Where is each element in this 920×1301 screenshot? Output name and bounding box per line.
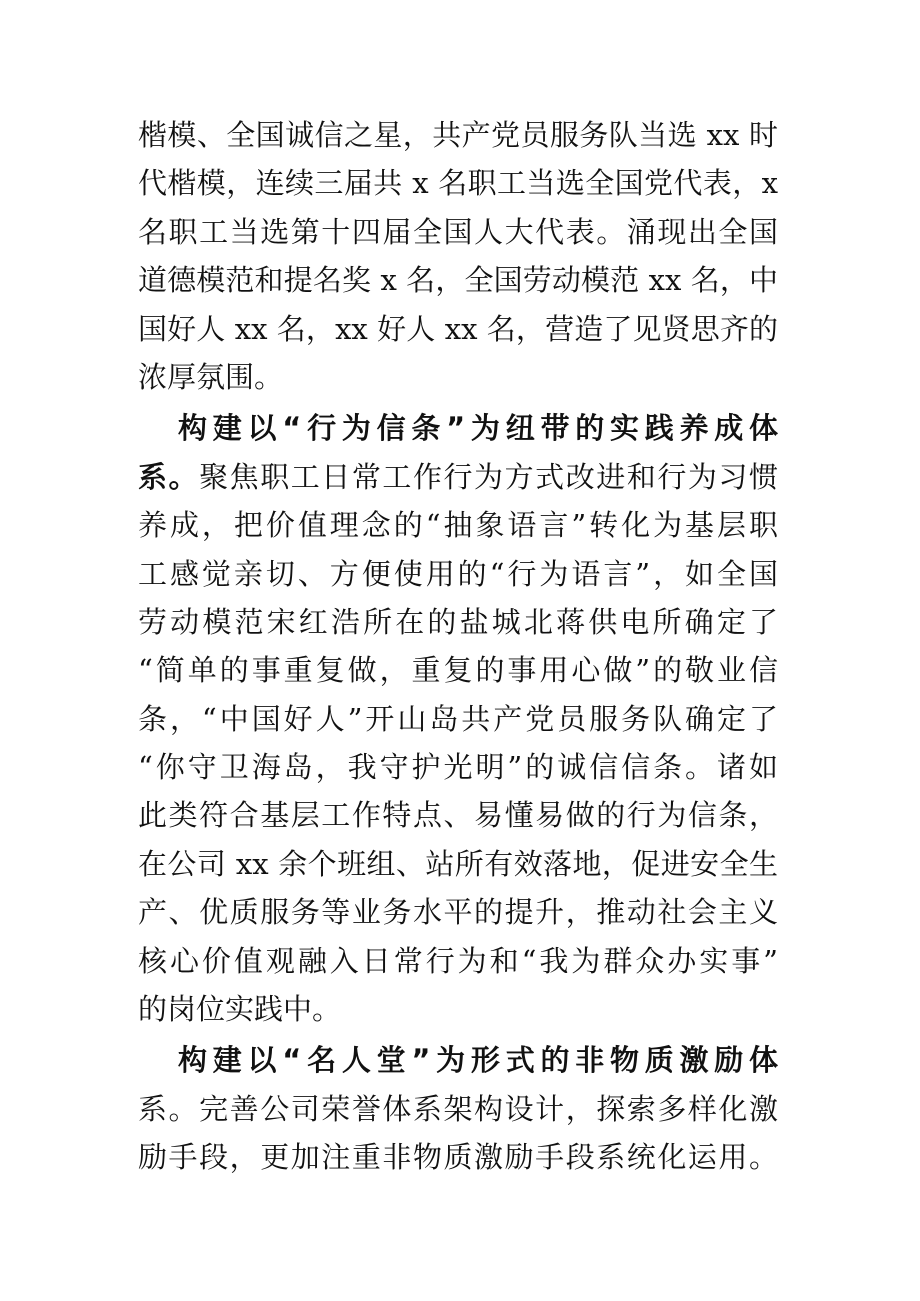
text-line: 养成，把价值理念的“抽象语言”转化为基层职 bbox=[138, 508, 778, 543]
document-page bbox=[138, 111, 778, 1182]
text-line: 励手段，更加注重非物质激励手段系统化运用。 bbox=[138, 1140, 778, 1175]
text-line: 此类符合基层工作特点、易懂易做的行为信条， bbox=[138, 798, 778, 833]
text-segment: 聚焦职工日常工作行为方式改进和行为习惯 bbox=[199, 459, 778, 494]
text-line: 代楷模，连续三届共 x 名职工当选全国党代表，x bbox=[138, 166, 778, 201]
section-heading-continued: 系。 bbox=[138, 459, 200, 494]
text-line: 系。完善公司荣誉体系架构设计，探索多样化激 bbox=[138, 1091, 778, 1126]
text-line: 工感觉亲切、方便使用的“行为语言”，如全国 bbox=[138, 556, 778, 591]
section-heading: 构建以“行为信条”为纽带的实践养成体 bbox=[178, 411, 778, 446]
section-heading: 构建以“名人堂”为形式的非物质激励体 bbox=[178, 1043, 778, 1078]
text-line: 名职工当选第十四届全国人大代表。涌现出全国 bbox=[138, 214, 778, 249]
text-line: “你守卫海岛，我守护光明”的诚信信条。诸如 bbox=[138, 750, 778, 785]
section-behavior-creed bbox=[138, 404, 778, 1033]
text-line: 条，“中国好人”开山岛共产党员服务队确定了 bbox=[138, 701, 778, 736]
text-line: 产、优质服务等业务水平的提升，推动社会主义 bbox=[138, 895, 778, 930]
text-line: “简单的事重复做，重复的事用心做”的敬业信 bbox=[138, 653, 778, 688]
text-line bbox=[138, 453, 778, 501]
text-line: 核心价值观融入日常行为和“我为群众办实事” bbox=[138, 943, 778, 978]
text-line: 在公司 xx 余个班组、站所有效落地，促进安全生 bbox=[138, 846, 778, 881]
text-line: 楷模、全国诚信之星，共产党员服务队当选 xx 时 bbox=[138, 118, 778, 152]
paragraph-honors bbox=[138, 111, 778, 401]
text-line: 道德模范和提名奖 x 名，全国劳动模范 xx 名，中 bbox=[138, 263, 778, 298]
text-line: 浓厚氛围。 bbox=[138, 359, 284, 394]
text-line: 的岗位实践中。 bbox=[138, 992, 342, 1027]
section-hall-of-fame bbox=[138, 1036, 778, 1181]
text-line: 国好人 xx 名，xx 好人 xx 名，营造了见贤思齐的 bbox=[138, 311, 778, 346]
text-line: 劳动模范宋红浩所在的盐城北蒋供电所确定了 bbox=[138, 604, 778, 639]
